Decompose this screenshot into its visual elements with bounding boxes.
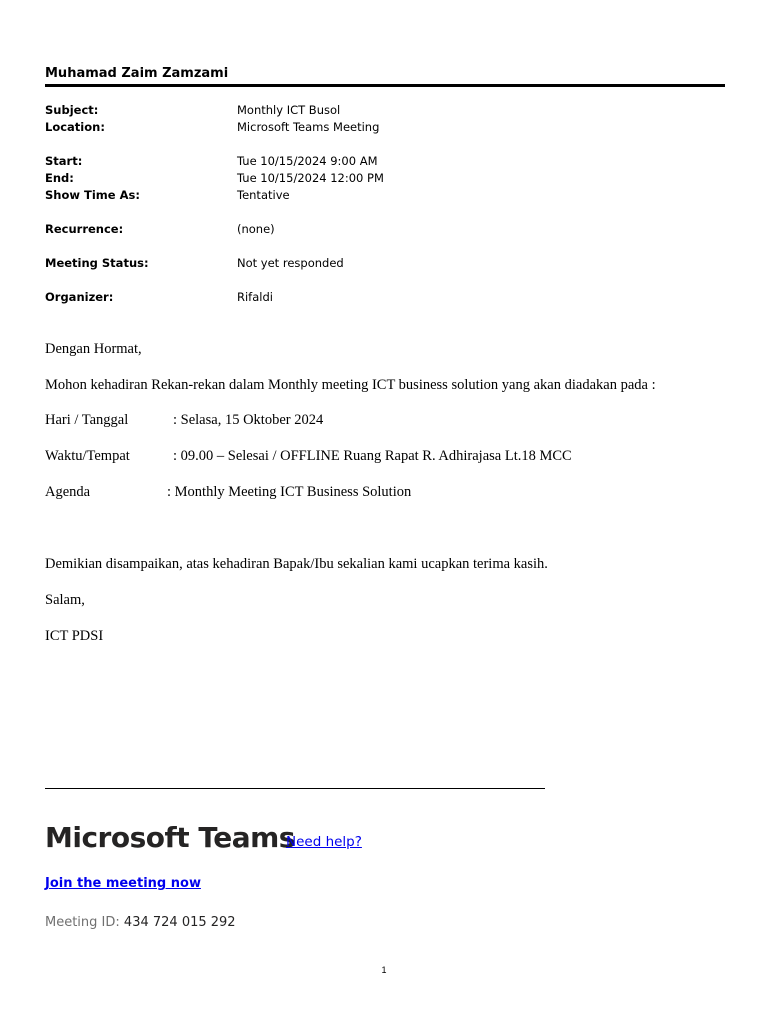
field-label-agenda: Agenda	[45, 484, 91, 500]
organizer-value: Rifaldi	[237, 290, 273, 304]
end-value: Tue 10/15/2024 12:00 PM	[237, 171, 384, 185]
header-rule	[45, 84, 725, 87]
subject-label: Subject:	[45, 103, 99, 117]
subject-value: Monthly ICT Busol	[237, 103, 341, 117]
show-time-as-value: Tentative	[237, 188, 290, 202]
salutation: Salam,	[45, 592, 85, 608]
field-row-agenda	[45, 483, 745, 501]
separator-line	[45, 788, 545, 789]
location-value: Microsoft Teams Meeting	[237, 120, 380, 134]
end-label: End:	[45, 171, 74, 185]
field-row-date	[45, 411, 745, 429]
signature: ICT PDSI	[45, 628, 104, 644]
greeting: Dengan Hormat,	[45, 341, 142, 357]
page-number: 1	[381, 965, 387, 975]
organizer-label: Organizer:	[45, 290, 114, 304]
meeting-id-label: Meeting ID:	[45, 915, 120, 930]
start-value: Tue 10/15/2024 9:00 AM	[237, 154, 378, 168]
field-value-time-place: : 09.00 – Selesai / OFFLINE Ruang Rapat R. Adhirajasa Lt.18 MCC	[173, 448, 572, 464]
join-meeting-link[interactable]: Join the meeting now	[45, 876, 201, 891]
meeting-status-label: Meeting Status:	[45, 256, 149, 270]
meeting-id	[45, 915, 236, 930]
meeting-status-value: Not yet responded	[237, 256, 344, 270]
field-row-time-place	[45, 447, 745, 465]
recurrence-label: Recurrence:	[45, 222, 124, 236]
closing-paragraph: Demikian disampaikan, atas kehadiran Bapak/Ibu sekalian kami ucapkan terima kasih.	[45, 556, 548, 572]
field-value-agenda: : Monthly Meeting ICT Business Solution	[167, 484, 412, 500]
field-label-time-place: Waktu/Tempat	[45, 448, 130, 464]
sender-name: Muhamad Zaim Zamzami	[45, 66, 229, 81]
start-label: Start:	[45, 154, 83, 168]
recurrence-value: (none)	[237, 222, 275, 236]
field-value-date: : Selasa, 15 Oktober 2024	[173, 412, 324, 428]
need-help-link[interactable]: Need help?	[286, 834, 362, 850]
meeting-id-value: 434 724 015 292	[123, 915, 236, 930]
intro-paragraph: Mohon kehadiran Rekan-rekan dalam Monthly meeting ICT business solution yang akan diadakan pada :	[45, 377, 656, 393]
location-label: Location:	[45, 120, 105, 134]
teams-title: Microsoft Teams	[45, 821, 295, 854]
field-label-date: Hari / Tanggal	[45, 412, 129, 428]
show-time-as-label: Show Time As:	[45, 188, 140, 202]
